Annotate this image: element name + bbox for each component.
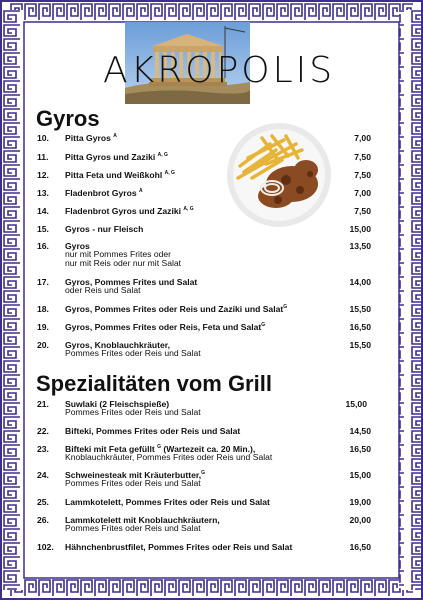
item-price: 20,00 <box>349 515 371 525</box>
restaurant-logo <box>103 22 336 104</box>
item-price: 7,50 <box>354 206 371 216</box>
item-number: 11. <box>37 152 49 162</box>
item-name: Gyros, Pommes Frites oder Reis und Zaziki und Salat$^G$ <box>65 304 288 314</box>
item-price: 14,00 <box>349 277 371 287</box>
item-description: Pommes Frites oder Reis und Salat <box>65 407 201 417</box>
item-description: Pommes Frites oder Reis und Salat <box>65 478 201 488</box>
item-name: Gyros, Pommes Frites oder Reis, Feta und Salat$^G$ <box>65 322 266 332</box>
item-price: 7,00 <box>354 188 371 198</box>
item-price: 19,00 <box>349 497 371 507</box>
item-number: 12. <box>37 170 49 180</box>
item-name: Hähnchenbrustfilet, Pommes Frites oder Reis und Salat <box>65 542 293 552</box>
item-name: Lammkotelett mit Knoblauchkräutern, <box>65 515 220 525</box>
item-number: 26. <box>37 515 49 525</box>
gyros-plate-image <box>226 122 332 228</box>
item-number: 25. <box>37 497 49 507</box>
item-price: 7,50 <box>354 170 371 180</box>
item-name: Pitta Gyros $^A$ <box>65 133 117 143</box>
item-name: Bifteki, Pommes Frites oder Reis und Salat <box>65 426 241 436</box>
item-number: 17. <box>37 277 49 287</box>
item-number: 10. <box>37 133 49 143</box>
item-price: 7,50 <box>354 152 371 162</box>
item-name: Lammkotelett, Pommes Frites oder Reis und Salat <box>65 497 270 507</box>
item-price: 15,00 <box>349 470 371 480</box>
item-price: 16,50 <box>349 444 371 454</box>
item-name: Bifteki mit Feta gefüllt $^G$ (Wartezeit ca. 20 Min.), <box>65 444 256 454</box>
item-name: Suwlaki (2 Fleischspieße) <box>65 399 170 409</box>
item-name: Pitta Feta und Weißkohl $^{A, G}$ <box>65 170 175 180</box>
item-description: nur mit Pommes Frites oder <box>65 249 172 259</box>
item-number: 20. <box>37 340 49 350</box>
item-description: nur mit Reis oder nur mit Salat <box>65 258 182 268</box>
item-price: 15,50 <box>349 340 371 350</box>
item-price: 13,50 <box>349 241 371 251</box>
item-price: 15,00 <box>349 224 371 234</box>
item-description: Knoblauchkräuter, Pommes Frites oder Reis und Salat <box>65 452 273 462</box>
item-number: 22. <box>37 426 49 436</box>
item-name: Gyros, Knoblauchkräuter, <box>65 340 171 350</box>
item-number: 18. <box>37 304 49 314</box>
item-name: Gyros, Pommes Frites und Salat <box>65 277 198 287</box>
item-number: 24. <box>37 470 49 480</box>
logo-title: AKROPOLIS <box>103 50 336 91</box>
item-number: 102. <box>37 542 54 552</box>
item-price: 15,50 <box>349 304 371 314</box>
item-description: Pommes Frites oder Reis und Salat <box>65 348 201 358</box>
item-name: Gyros - nur Fleisch <box>65 224 144 234</box>
item-number: 21. <box>37 399 49 409</box>
item-name: Pitta Gyros und Zaziki $^{A, G}$ <box>65 152 168 162</box>
item-description: oder Reis und Salat <box>65 285 141 295</box>
item-description: Pommes Frites oder Reis und Salat <box>65 523 201 533</box>
item-price: 15,00 <box>345 399 367 409</box>
item-name: Fladenbrot Gyros und Zaziki $^{A, G}$ <box>65 206 194 216</box>
item-number: 16. <box>37 241 49 251</box>
item-number: 23. <box>37 444 49 454</box>
item-price: 7,00 <box>354 133 371 143</box>
item-price: 14,50 <box>349 426 371 436</box>
item-number: 19. <box>37 322 49 332</box>
item-price: 16,50 <box>349 542 371 552</box>
section-title-gyros: Gyros <box>36 106 100 131</box>
item-price: 16,50 <box>349 322 371 332</box>
item-name: Schweinesteak mit Kräuterbutter,$^G$ <box>65 470 206 480</box>
item-name: Fladenbrot Gyros $^A$ <box>65 188 143 198</box>
item-number: 15. <box>37 224 49 234</box>
item-number: 14. <box>37 206 49 216</box>
item-name: Gyros <box>65 241 90 251</box>
section-title-grill: Spezialitäten vom Grill <box>36 371 272 396</box>
item-number: 13. <box>37 188 49 198</box>
